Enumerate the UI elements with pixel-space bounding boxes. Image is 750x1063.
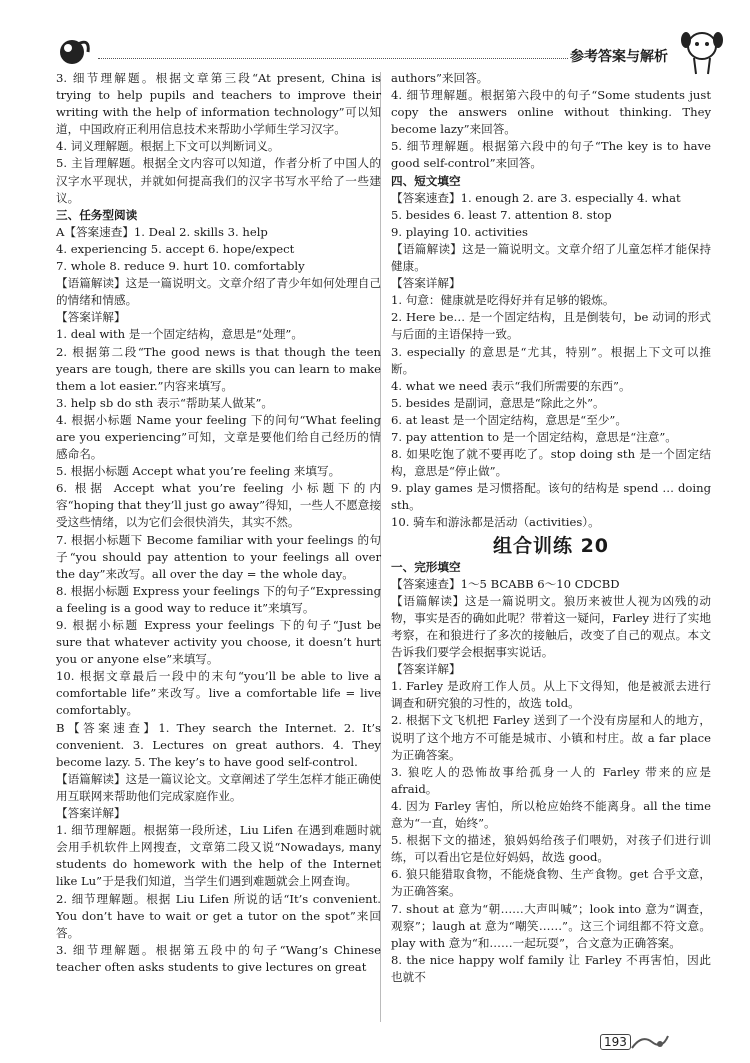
right-paragraph: 7. shout at 意为“朝……大声叫喊”；look into 意为“调查，观察”；laugh at 意为“嘲笑……”。这三个词组都不符文意。play with 意为“和……一起玩耍”，合文意为正确答案。	[391, 901, 711, 950]
right-paragraph: 3. especially 的意思是“尤其，特别”。根据上下文可以推断。	[391, 344, 711, 376]
left-paragraph: 【答案详解】	[56, 806, 126, 821]
right-paragraph: 【答案详解】	[391, 662, 461, 677]
right-paragraph: 1. Farley 是政府工作人员。从上下文得知，他是被派去进行调查和研究狼的习性的，故选 told。	[391, 679, 711, 711]
right-column	[391, 70, 711, 986]
left-paragraph: 【语篇解读】这是一篇议论文。文章阐述了学生怎样才能正确使用互联网来帮助他们完成家庭作业。	[56, 771, 381, 803]
left-paragraph: 2. 根据第二段“The good news is that though the teen years are tough, there are skills you can learn to make them a lot easier.”内容来填写。	[56, 344, 381, 393]
right-paragraph: 6. 狼只能猎取食物，不能烧食物、生产食物。get 合乎文意，为正确答案。	[391, 867, 711, 899]
right-paragraph: 【答案速查】1. enough 2. are 3. especially 4. what	[391, 190, 681, 205]
right-paragraph: 8. the nice happy wolf family 让 Farley 不再害怕，因此也就不	[391, 952, 711, 984]
left-paragraph: 1. 细节理解题。根据第一段所述，Liu Lifen 在遇到难题时就会用手机软件上网搜查，文章第二段又说“Nowadays, many students do homework with the help of the Internet like Lu”于是我们知道，当学生们遇到难题就会上网查询。	[56, 823, 381, 889]
right-paragraph: 3. 狼吃人的恐怖故事给孤身一人的 Farley 带来的应是 afraid。	[391, 764, 711, 796]
right-paragraph: 6. at least 是一个固定结构，意思是“至少”。	[391, 412, 627, 427]
right-paragraph: 2. Here be… 是一个固定结构，且是倒装句，be 动词的形式与后面的主语保持一致。	[391, 310, 711, 342]
footer-decoration-icon	[630, 1028, 670, 1056]
left-paragraph: 7. whole 8. reduce 9. hurt 10. comfortably	[56, 259, 305, 274]
left-paragraph: 4. experiencing 5. accept 6. hope/expect	[56, 241, 295, 256]
left-paragraph: 1. deal with 是一个固定结构，意思是“处理”。	[56, 327, 303, 342]
right-paragraph: 7. pay attention to 是一个固定结构，意思是“注意”。	[391, 429, 677, 444]
left-paragraph: 【答案详解】	[56, 310, 126, 325]
right-paragraph: 4. 因为 Farley 害怕，所以枪应始终不能离身。all the time 意为“一直，始终”。	[391, 798, 711, 831]
right-paragraph: 5. 根据下文的描述，狼妈妈给孩子们喂奶，对孩子们进行训练，可以看出它是位好妈妈，故选 good。	[391, 833, 711, 865]
right-paragraph: 组合训练 20	[492, 534, 610, 557]
right-paragraph: 【语篇解读】这是一篇说明文。狼历来被世人视为凶残的动物，事实是否的确如此呢？带着这一疑问，Farley 进行了实地考察，在和狼进行了多次的接触后，改变了自己的观点。本文告诉我们要学会根据事实说话。	[391, 593, 711, 660]
right-paragraph: 5. 细节理解题。根据第六段中的句子“The key is to have good self-control”来回答。	[391, 139, 711, 171]
mascot-left-icon	[56, 36, 92, 70]
right-paragraph: 5. besides 是副词，意思是“除此之外”。	[391, 395, 605, 410]
right-paragraph: authors”来回答。	[391, 71, 489, 85]
right-paragraph: 【答案详解】	[391, 276, 461, 291]
right-paragraph: 8. 如果吃饱了就不要再吃了。stop doing sth 是一个固定结构，意思是“停止做”。	[391, 447, 711, 479]
left-paragraph: 5. 主旨理解题。根据全文内容可以知道，作者分析了中国人的汉字水平现状，并就如何提高我们的汉字书写水平给了一些建议。	[56, 156, 381, 205]
left-paragraph: 2. 细节理解题。根据 Liu Lifen 所说的话“It’s convenient. You don’t have to wait or get a tutor on the spot”来回答。	[56, 891, 381, 940]
left-paragraph: 三、任务型阅读	[56, 207, 138, 222]
left-paragraph: A【答案速查】1. Deal 2. skills 3. help	[56, 224, 268, 239]
left-paragraph: 7. 根据小标题下 Become familiar with your feelings 的句子“you should pay attention to your feelings all over the day”来改写。all over the day = the whole day。	[56, 532, 381, 581]
header-title: 参考答案与解析	[570, 49, 668, 65]
right-paragraph: 5. besides 6. least 7. attention 8. stop	[391, 207, 612, 222]
left-paragraph: 3. 细节理解题。根据第五段中的句子“Wang’s Chinese teacher often asks students to give lectures on great	[56, 942, 381, 974]
left-column	[56, 70, 381, 976]
right-paragraph: 四、短文填空	[391, 173, 461, 188]
left-paragraph: 4. 根据小标题 Name your feeling 下的问句“What feeling are you experiencing”可知，文章是要他们给自己经历的情感命名。	[56, 412, 381, 462]
right-paragraph: 2. 根据下文飞机把 Farley 送到了一个没有房屋和人的地方，说明了这个地方不可能是城市、小镇和村庄。故 a far place 为正确答案。	[391, 713, 711, 762]
header-dotted-line	[98, 58, 568, 59]
left-paragraph: 10. 根据文章最后一段中的末句“you’ll be able to live a comfortable life”来改写。live a comfortable life = live comfortably。	[56, 669, 381, 718]
right-paragraph: 【语篇解读】这是一篇说明文。文章介绍了儿童怎样才能保持健康。	[391, 241, 711, 274]
left-paragraph: 8. 根据小标题 Express your feelings 下的句子“Expressing a feeling is a good way to reduce it”来填写。	[56, 583, 381, 615]
page-header	[56, 28, 728, 68]
right-paragraph: 4. what we need 表示“我们所需要的东西”。	[391, 378, 631, 393]
right-paragraph: 9. play games 是习惯搭配。该句的结构是 spend … doing sth。	[391, 481, 711, 513]
page-number: 193	[600, 1034, 631, 1050]
left-paragraph: 9. 根据小标题 Express your feelings 下的句子“Just be sure that whatever activity you choose, it doesn’t hurt you or anyone else”来填写。	[56, 618, 381, 667]
right-paragraph: 10. 骑车和游泳都是活动（activities）。	[391, 515, 600, 530]
left-paragraph: 6. 根据 Accept what you’re feeling 小标题下的内容“hoping that they’ll just go away”得知，一些人不愿意接受这些情绪，以为它们会很快消失，其实不然。	[56, 481, 381, 530]
left-paragraph: 3. 细节理解题。根据文章第三段“At present, China is trying to help pupils and teachers to improve their writing with the help of information technology”可以知道，中国政府正利用信息技术来帮助小学师生学习汉字。	[56, 71, 381, 137]
right-paragraph: 4. 细节理解题。根据第六段中的句子“Some students just copy the answers online without thinking. They become lazy”来回答。	[391, 88, 711, 137]
right-paragraph: 9. playing 10. activities	[391, 224, 528, 239]
right-paragraph: 一、完形填空	[391, 559, 461, 574]
left-paragraph: 【语篇解读】这是一篇说明文。文章介绍了青少年如何处理自己的情绪和情感。	[56, 276, 381, 308]
right-paragraph: 【答案速查】1～5 BCABB 6～10 CDCBD	[391, 576, 620, 591]
right-paragraph: 1. 句意：健康就是吃得好并有足够的锻炼。	[391, 293, 615, 308]
left-paragraph: 5. 根据小标题 Accept what you’re feeling 来填写。	[56, 464, 341, 479]
left-paragraph: B【答案速查】1. They search the Internet. 2. It’s convenient. 3. Lectures on great authors. 4. They become lazy. 5. The key’s to have good self-control.	[56, 720, 381, 769]
left-paragraph: 3. help sb do sth 表示“帮助某人做某”。	[56, 395, 273, 410]
left-paragraph: 4. 词义理解题。根据上下文可以判断词义。	[56, 139, 280, 154]
